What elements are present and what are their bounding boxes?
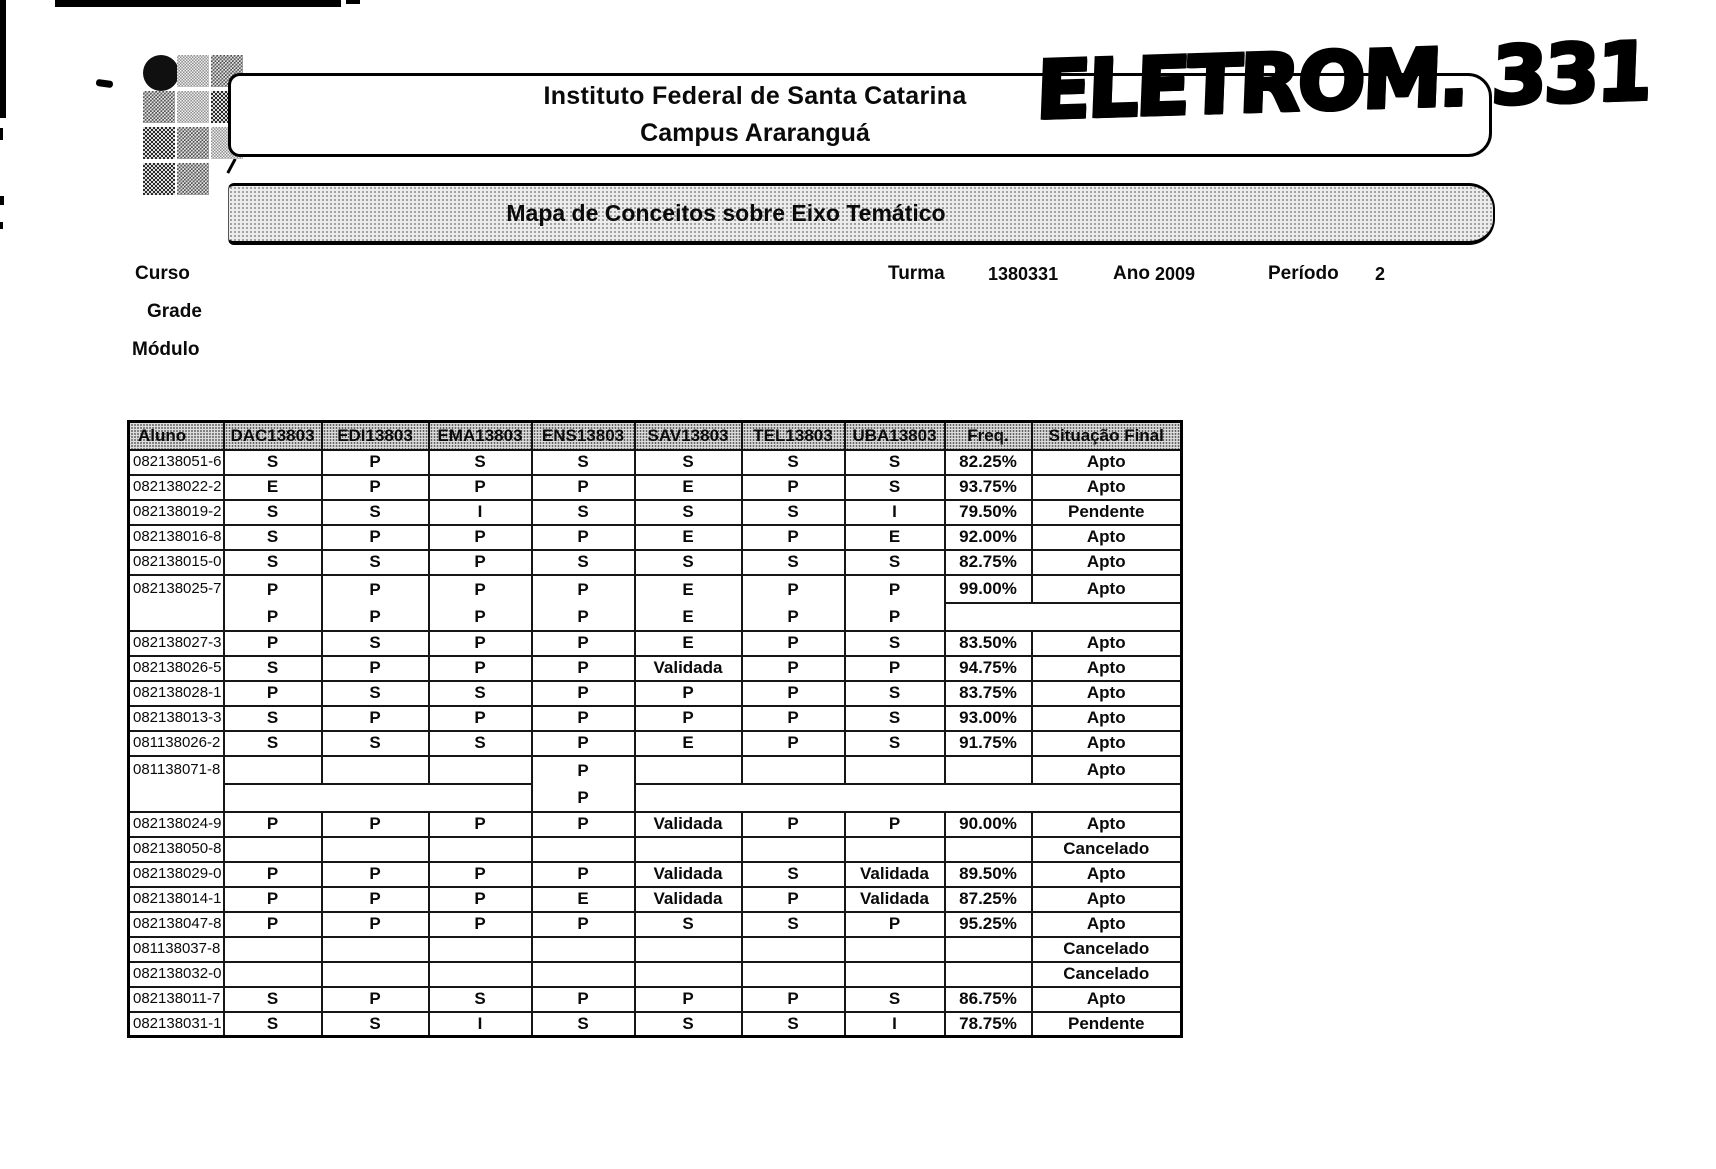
table-cell — [322, 962, 429, 987]
column-header: EDI13803 — [322, 422, 429, 450]
periodo-value: 2 — [1375, 264, 1386, 284]
table-cell: P — [532, 525, 635, 550]
table-cell: I — [845, 500, 945, 525]
table-cell — [742, 756, 845, 784]
table-cell: S — [742, 450, 845, 475]
student-id-cell: 082138050-8 — [129, 837, 224, 862]
table-cell: S — [322, 1012, 429, 1037]
table-cell — [532, 837, 635, 862]
table-cell: P — [742, 812, 845, 837]
table-cell — [429, 962, 532, 987]
turma-value: 1380331 — [988, 264, 1059, 284]
table-cell — [742, 962, 845, 987]
student-id-cell: 082138014-1 — [129, 887, 224, 912]
table-cell: S — [429, 450, 532, 475]
table-cell: S — [845, 987, 945, 1012]
table-cell: E — [635, 631, 742, 656]
table-cell: E — [635, 731, 742, 756]
table-cell: P — [224, 912, 322, 937]
table-cell: 87.25% — [945, 887, 1032, 912]
column-header: EMA13803 — [429, 422, 532, 450]
table-cell: P — [322, 656, 429, 681]
table-cell: S — [224, 656, 322, 681]
table-cell — [224, 784, 532, 812]
column-header: Aluno — [129, 422, 224, 450]
table-cell: P — [532, 987, 635, 1012]
table-cell — [945, 937, 1032, 962]
column-header: Situação Final — [1032, 422, 1182, 450]
table-cell: P — [742, 731, 845, 756]
table-cell: Apto — [1032, 706, 1182, 731]
table-cell: P — [742, 987, 845, 1012]
table-row — [129, 912, 1182, 937]
table-cell: P P — [322, 575, 429, 631]
student-id-cell: 082138022-2 — [129, 475, 224, 500]
table-cell: P — [845, 812, 945, 837]
table-cell — [945, 603, 1182, 631]
table-cell: S — [635, 550, 742, 575]
table-row — [129, 631, 1182, 656]
student-id-cell: 082138025-7 — [129, 575, 224, 631]
table-cell: P — [322, 450, 429, 475]
table-cell: P — [532, 656, 635, 681]
table-cell: 92.00% — [945, 525, 1032, 550]
table-cell: S — [322, 681, 429, 706]
table-cell: P — [322, 525, 429, 550]
table-cell — [945, 756, 1032, 784]
table-cell: Validada — [845, 862, 945, 887]
table-cell: Validada — [635, 862, 742, 887]
table-cell: Validada — [635, 812, 742, 837]
table-cell: 83.75% — [945, 681, 1032, 706]
table-cell: P — [532, 475, 635, 500]
table-row — [129, 962, 1182, 987]
table-cell: P — [742, 475, 845, 500]
student-id-cell: 082138029-0 — [129, 862, 224, 887]
table-row — [129, 837, 1182, 862]
table-cell: S — [845, 475, 945, 500]
table-cell: 86.75% — [945, 987, 1032, 1012]
table-row — [129, 937, 1182, 962]
table-row — [129, 656, 1182, 681]
table-cell: P — [429, 912, 532, 937]
table-cell: P — [429, 525, 532, 550]
table-cell: E — [532, 887, 635, 912]
table-cell: P — [322, 987, 429, 1012]
student-id-cell: 082138047-8 — [129, 912, 224, 937]
table-cell: S — [224, 500, 322, 525]
table-cell: S — [532, 1012, 635, 1037]
table-cell: P — [322, 812, 429, 837]
table-cell: Pendente — [1032, 1012, 1182, 1037]
table-cell: Apto — [1032, 862, 1182, 887]
table-cell: I — [429, 500, 532, 525]
table-cell: S — [845, 681, 945, 706]
table-cell: 99.00% — [945, 575, 1032, 603]
table-cell — [635, 756, 742, 784]
scan-artifact — [0, 128, 3, 140]
table-cell: Validada — [635, 656, 742, 681]
table-row — [129, 756, 1182, 784]
table-cell: 94.75% — [945, 656, 1032, 681]
scan-artifact-left-bar — [0, 0, 6, 118]
table-cell: 79.50% — [945, 500, 1032, 525]
table-cell: S — [845, 450, 945, 475]
table-cell: Apto — [1032, 550, 1182, 575]
table-cell — [845, 937, 945, 962]
scan-artifact — [346, 0, 360, 4]
table-cell: P — [532, 731, 635, 756]
table-cell: S — [224, 550, 322, 575]
table-cell — [845, 962, 945, 987]
table-cell: P — [742, 656, 845, 681]
student-id-cell: 082138028-1 — [129, 681, 224, 706]
table-row — [129, 706, 1182, 731]
table-cell: Apto — [1032, 525, 1182, 550]
table-cell: 82.25% — [945, 450, 1032, 475]
table-cell: P — [429, 550, 532, 575]
table-row — [129, 550, 1182, 575]
ano-label: Ano — [1113, 263, 1150, 284]
table-body — [129, 450, 1182, 1037]
table-cell: P — [635, 706, 742, 731]
table-cell: P P — [742, 575, 845, 631]
table-cell: S — [224, 1012, 322, 1037]
table-cell: E — [635, 475, 742, 500]
table-row — [129, 987, 1182, 1012]
table-cell: P — [532, 812, 635, 837]
table-cell: S — [532, 550, 635, 575]
student-id-cell: 082138024-9 — [129, 812, 224, 837]
table-cell — [532, 937, 635, 962]
table-cell: S — [635, 912, 742, 937]
table-cell: P — [429, 631, 532, 656]
table-cell: S — [742, 1012, 845, 1037]
table-cell: I — [845, 1012, 945, 1037]
table-cell — [322, 937, 429, 962]
table-cell: P — [742, 706, 845, 731]
table-cell: P — [845, 656, 945, 681]
table-cell: Validada — [845, 887, 945, 912]
table-cell: P — [322, 887, 429, 912]
table-cell: S — [845, 706, 945, 731]
table-cell: S — [322, 631, 429, 656]
table-cell — [322, 837, 429, 862]
table-row — [129, 475, 1182, 500]
table-cell: P — [224, 681, 322, 706]
table-cell: 91.75% — [945, 731, 1032, 756]
table-cell: Apto — [1032, 756, 1182, 784]
table-cell: S — [742, 500, 845, 525]
table-cell — [429, 937, 532, 962]
table-cell: S — [224, 450, 322, 475]
table-row — [129, 525, 1182, 550]
table-row — [129, 731, 1182, 756]
table-cell: P P — [429, 575, 532, 631]
table-row — [129, 500, 1182, 525]
ano-value: 2009 — [1155, 264, 1196, 284]
table-cell: P — [742, 681, 845, 706]
table-cell: 78.75% — [945, 1012, 1032, 1037]
table-cell — [845, 837, 945, 862]
table-cell — [742, 937, 845, 962]
table-cell: Cancelado — [1032, 837, 1182, 862]
column-header: TEL13803 — [742, 422, 845, 450]
table-cell: P — [224, 631, 322, 656]
table-cell: Apto — [1032, 812, 1182, 837]
table-cell: P — [429, 887, 532, 912]
table-cell: S — [845, 631, 945, 656]
table-cell: P — [322, 706, 429, 731]
table-cell: Apto — [1032, 987, 1182, 1012]
table-cell: S — [635, 1012, 742, 1037]
concept-map-table — [127, 420, 1183, 1038]
table-cell — [224, 962, 322, 987]
table-cell: S — [429, 681, 532, 706]
table-cell: S — [224, 525, 322, 550]
table-cell: P — [224, 862, 322, 887]
student-id-cell: 081138037-8 — [129, 937, 224, 962]
table-cell — [635, 784, 1182, 812]
table-cell: Cancelado — [1032, 962, 1182, 987]
table-cell — [224, 837, 322, 862]
table-cell — [429, 756, 532, 784]
table-cell: Apto — [1032, 681, 1182, 706]
table-cell: S — [224, 987, 322, 1012]
table-cell: P — [429, 706, 532, 731]
table-cell: P — [742, 887, 845, 912]
column-header: UBA13803 — [845, 422, 945, 450]
student-id-cell: 082138015-0 — [129, 550, 224, 575]
table-row — [129, 575, 1182, 603]
table-row — [129, 450, 1182, 475]
logo-circle — [143, 55, 179, 91]
table-row — [129, 887, 1182, 912]
table-cell: S — [322, 731, 429, 756]
table-cell — [945, 962, 1032, 987]
student-id-cell: 082138011-7 — [129, 987, 224, 1012]
table-row — [129, 812, 1182, 837]
table-cell — [635, 937, 742, 962]
table-cell: P — [742, 525, 845, 550]
table-cell: P — [635, 681, 742, 706]
table-cell: 83.50% — [945, 631, 1032, 656]
grade-label: Grade — [147, 301, 202, 322]
table-cell — [845, 756, 945, 784]
campus-name: Campus Araranguá — [640, 119, 870, 147]
table-cell: Apto — [1032, 475, 1182, 500]
student-id-cell: 082138016-8 — [129, 525, 224, 550]
table-row — [129, 784, 1182, 812]
table-cell: S — [429, 987, 532, 1012]
table-cell: Apto — [1032, 575, 1182, 603]
table-cell: E — [224, 475, 322, 500]
student-id-cell: 082138026-5 — [129, 656, 224, 681]
table-cell: P — [429, 812, 532, 837]
column-header: DAC13803 — [224, 422, 322, 450]
table-cell: Apto — [1032, 887, 1182, 912]
table-cell: S — [635, 450, 742, 475]
student-id-cell: 081138026-2 — [129, 731, 224, 756]
handwritten-annotation: ELETROM. 331 — [1034, 24, 1651, 138]
table-cell: Apto — [1032, 631, 1182, 656]
table-cell: P — [742, 631, 845, 656]
table-cell: P — [635, 987, 742, 1012]
table-cell: S — [322, 500, 429, 525]
table-cell: P P — [224, 575, 322, 631]
table-cell: E — [845, 525, 945, 550]
table-cell: P P — [532, 756, 635, 812]
scan-artifact-dash — [96, 79, 114, 88]
table-row — [129, 1012, 1182, 1037]
table-cell: 93.75% — [945, 475, 1032, 500]
table-cell: Apto — [1032, 656, 1182, 681]
table-cell: P — [845, 912, 945, 937]
table-cell — [429, 837, 532, 862]
table-cell: P — [429, 475, 532, 500]
table-cell — [945, 837, 1032, 862]
table-cell: P — [532, 912, 635, 937]
table-cell: Cancelado — [1032, 937, 1182, 962]
table-cell: S — [224, 706, 322, 731]
table-cell: P — [224, 887, 322, 912]
table-cell: P — [322, 862, 429, 887]
table-cell: E E — [635, 575, 742, 631]
periodo-label: Período — [1268, 263, 1339, 284]
table-cell: S — [532, 450, 635, 475]
student-id-cell: 082138013-3 — [129, 706, 224, 731]
curso-label: Curso — [135, 263, 190, 284]
student-id-cell: 081138071-8 — [129, 756, 224, 812]
table-cell: P — [429, 656, 532, 681]
column-header: ENS13803 — [532, 422, 635, 450]
table-cell — [224, 937, 322, 962]
scan-artifact-top-bar — [55, 0, 341, 7]
table-cell: P — [322, 912, 429, 937]
table-cell: S — [322, 550, 429, 575]
table-cell: I — [429, 1012, 532, 1037]
table-header-row — [129, 422, 1182, 450]
table-cell: P P — [845, 575, 945, 631]
table-cell: E — [635, 525, 742, 550]
table-cell — [224, 756, 322, 784]
table-cell: 82.75% — [945, 550, 1032, 575]
turma-label: Turma — [888, 263, 945, 284]
table-cell: S — [224, 731, 322, 756]
modulo-label: Módulo — [132, 339, 200, 360]
table-cell: S — [742, 550, 845, 575]
table-row — [129, 862, 1182, 887]
table-cell: Apto — [1032, 731, 1182, 756]
student-id-cell: 082138031-1 — [129, 1012, 224, 1037]
table-cell: P — [532, 681, 635, 706]
table-cell: P — [429, 862, 532, 887]
table-cell: P — [532, 706, 635, 731]
student-id-cell: 082138027-3 — [129, 631, 224, 656]
scan-artifact — [0, 222, 3, 229]
table-cell: S — [429, 731, 532, 756]
table-row — [129, 681, 1182, 706]
table-cell — [322, 756, 429, 784]
table-cell: 95.25% — [945, 912, 1032, 937]
table-cell: S — [742, 862, 845, 887]
page-title: Mapa de Conceitos sobre Eixo Temático — [506, 200, 946, 226]
table-cell: Validada — [635, 887, 742, 912]
table-cell: 93.00% — [945, 706, 1032, 731]
table-cell: P P — [532, 575, 635, 631]
table-cell: 90.00% — [945, 812, 1032, 837]
table-cell — [532, 962, 635, 987]
table-cell — [635, 962, 742, 987]
table-cell: 89.50% — [945, 862, 1032, 887]
institution-name: Instituto Federal de Santa Catarina — [543, 82, 967, 110]
table-cell: S — [742, 912, 845, 937]
table-cell: Apto — [1032, 450, 1182, 475]
table-cell: P — [322, 475, 429, 500]
student-id-cell: 082138051-6 — [129, 450, 224, 475]
column-header: Freq. — [945, 422, 1032, 450]
table-cell: Apto — [1032, 912, 1182, 937]
student-id-cell: 082138032-0 — [129, 962, 224, 987]
table-cell: S — [845, 731, 945, 756]
table-cell — [635, 837, 742, 862]
title-band — [228, 183, 1495, 245]
table-cell: S — [532, 500, 635, 525]
table-cell — [742, 837, 845, 862]
table-cell: P — [532, 862, 635, 887]
column-header: SAV13803 — [635, 422, 742, 450]
table-cell: P — [224, 812, 322, 837]
table-cell: Pendente — [1032, 500, 1182, 525]
table-cell: S — [635, 500, 742, 525]
table-cell: S — [845, 550, 945, 575]
student-id-cell: 082138019-2 — [129, 500, 224, 525]
table-cell: P — [532, 631, 635, 656]
scan-artifact — [0, 196, 4, 205]
